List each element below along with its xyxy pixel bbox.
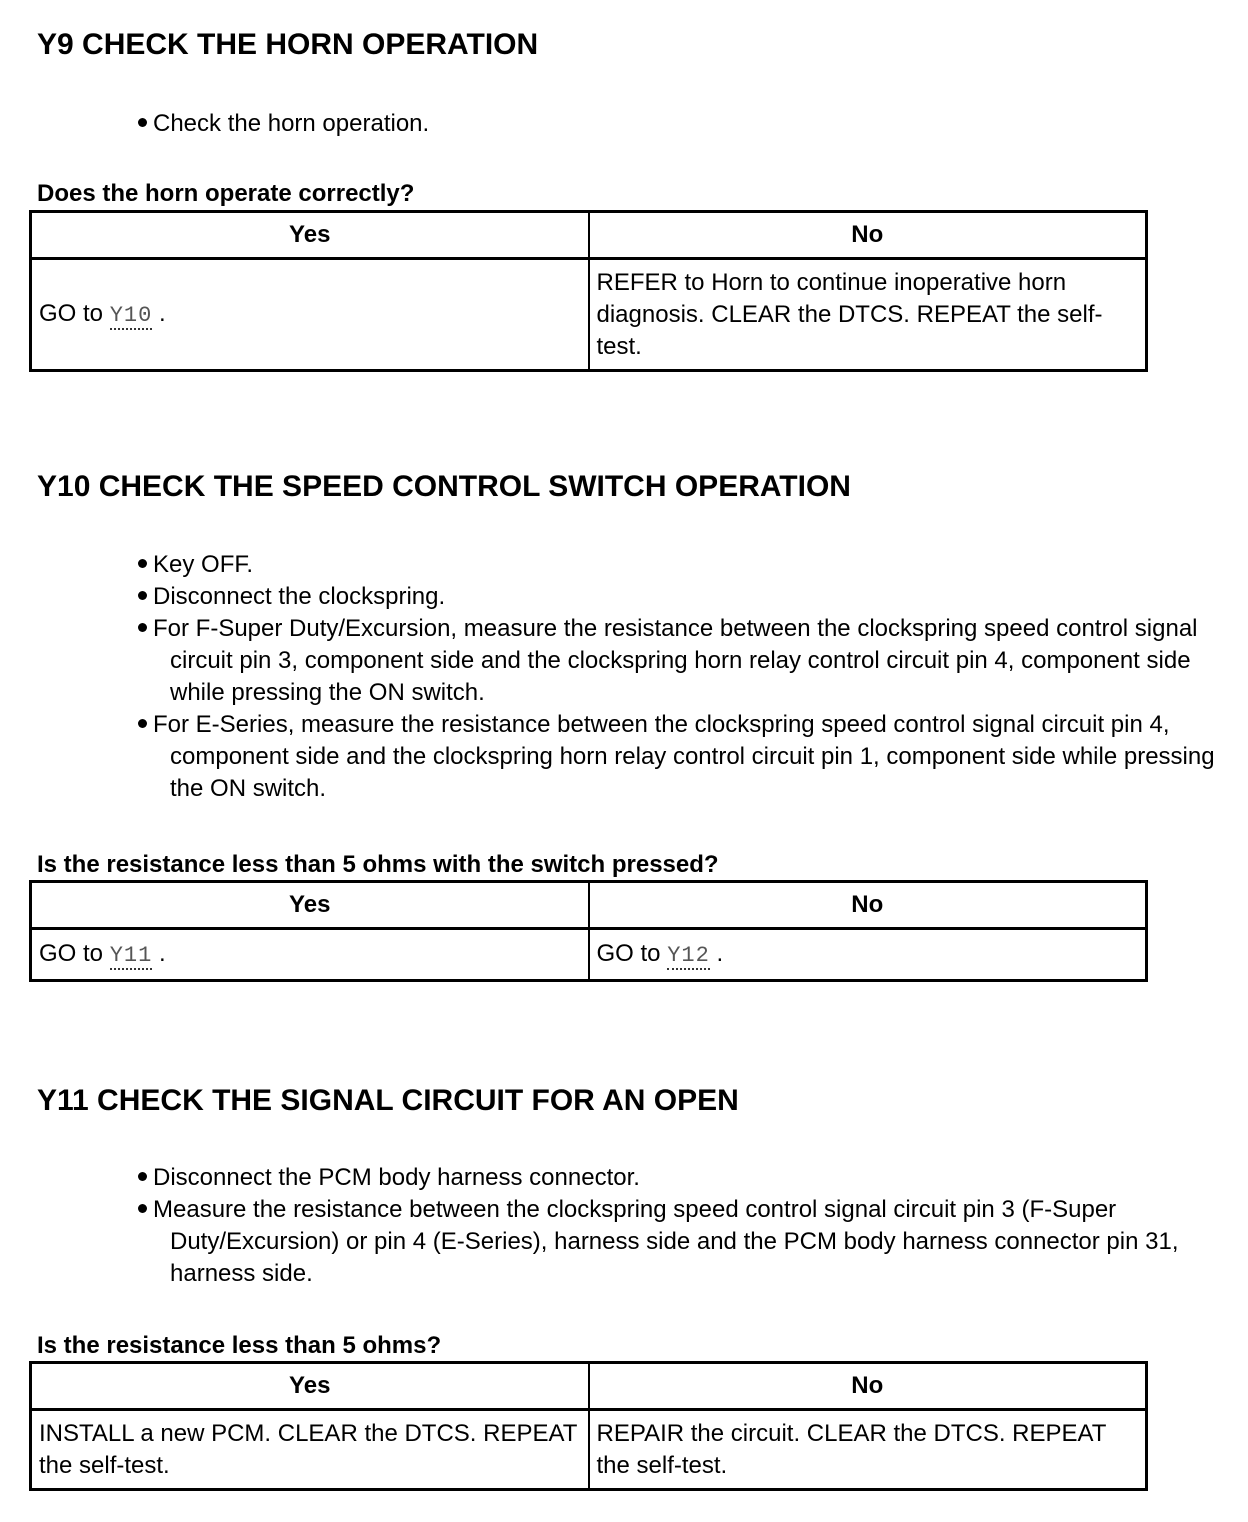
instruction-item: Measure the resistance between the clockspring speed control signal circuit pin 3 (F-Super Duty/Excursion) or pin 4 (E-Series), harness side and the PCM body harness connector pin 31, harness side. xyxy=(118,1194,1218,1290)
step-title-y9: Y9 CHECK THE HORN OPERATION xyxy=(37,28,539,61)
link-y11[interactable]: Y11 xyxy=(109,942,153,968)
cell-no: REPAIR the circuit. CLEAR the DTCS. REPEAT the self-test. xyxy=(589,1410,1147,1490)
step-instructions-y10 xyxy=(118,549,1218,805)
header-no: No xyxy=(589,882,1147,929)
link-y12[interactable]: Y12 xyxy=(667,942,710,968)
step-instructions-y9 xyxy=(118,108,1218,140)
header-yes: Yes xyxy=(31,212,589,259)
instruction-item: For F-Super Duty/Excursion, measure the resistance between the clockspring speed control signal circuit pin 3, component side and the clockspring horn relay control circuit pin 4, component side while pressing the ON switch. xyxy=(118,613,1218,709)
bullet-icon xyxy=(138,118,147,127)
instruction-item: Check the horn operation. xyxy=(118,108,1218,140)
header-no: No xyxy=(589,212,1147,259)
cell-yes: GO to Y10 . xyxy=(31,259,589,371)
question-y9: Does the horn operate correctly? xyxy=(37,180,415,207)
bullet-icon xyxy=(138,623,147,632)
header-yes: Yes xyxy=(31,882,589,929)
header-no: No xyxy=(589,1363,1147,1410)
step-title-y10: Y10 CHECK THE SPEED CONTROL SWITCH OPERATION xyxy=(37,470,851,503)
answer-table-y10 xyxy=(29,880,1148,982)
step-instructions-y11 xyxy=(118,1162,1218,1290)
bullet-icon xyxy=(138,1172,147,1181)
header-yes: Yes xyxy=(31,1363,589,1410)
answer-table-y9 xyxy=(29,210,1148,372)
instruction-item: Disconnect the clockspring. xyxy=(118,581,1218,613)
bullet-icon xyxy=(138,559,147,568)
instruction-item: For E-Series, measure the resistance between the clockspring speed control signal circuit pin 4, component side and the clockspring horn relay control circuit pin 1, component side while pressing the ON switch. xyxy=(118,709,1218,805)
cell-yes: GO to Y11 . xyxy=(31,929,589,981)
cell-no: REFER to Horn to continue inoperative horn diagnosis. CLEAR the DTCS. REPEAT the self-test. xyxy=(589,259,1147,371)
bullet-icon xyxy=(138,719,147,728)
cell-yes: INSTALL a new PCM. CLEAR the DTCS. REPEAT the self-test. xyxy=(31,1410,589,1490)
instruction-item: Key OFF. xyxy=(118,549,1218,581)
instruction-item: Disconnect the PCM body harness connector. xyxy=(118,1162,1218,1194)
question-y10: Is the resistance less than 5 ohms with the switch pressed? xyxy=(37,851,719,878)
bullet-icon xyxy=(138,591,147,600)
cell-no: GO to Y12 . xyxy=(589,929,1147,981)
step-title-y11: Y11 CHECK THE SIGNAL CIRCUIT FOR AN OPEN xyxy=(37,1084,739,1117)
answer-table-y11 xyxy=(29,1361,1148,1491)
bullet-icon xyxy=(138,1204,147,1213)
link-y10[interactable]: Y10 xyxy=(109,302,153,328)
question-y11: Is the resistance less than 5 ohms? xyxy=(37,1332,442,1359)
